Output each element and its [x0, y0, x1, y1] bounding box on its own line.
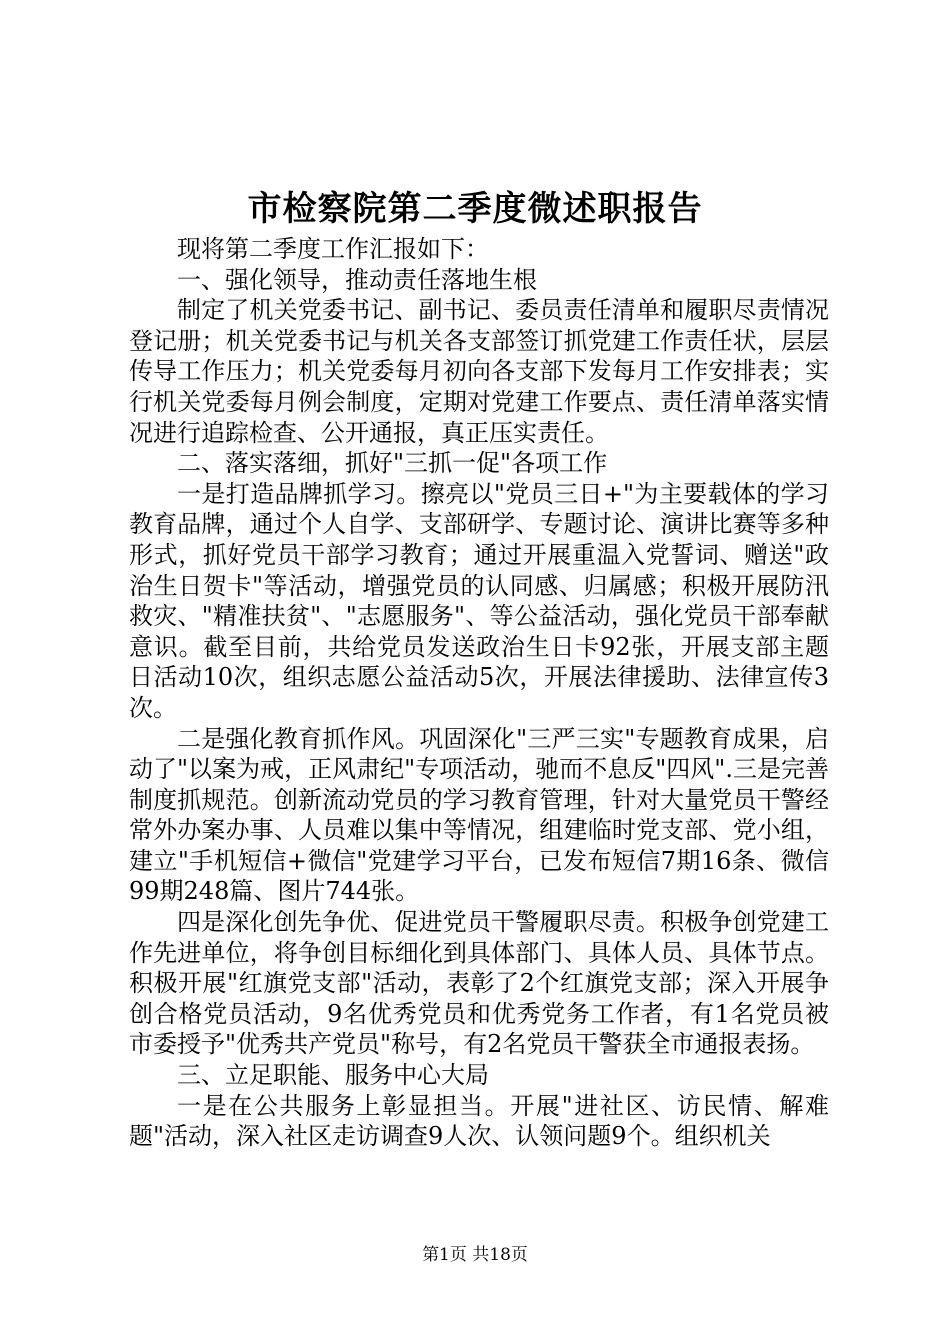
page-number-total: 共18页 [472, 1245, 528, 1265]
document-body [129, 234, 829, 1152]
paragraph-brand-study: 一是打造品牌抓学习。擦亮以"党员三日+"为主要载体的学习教育品牌，通过个人自学、支部研学、专题讨论、演讲比赛等多种形式，抓好党员干部学习教育；通过开展重温入党誓词、赠送"政治生日贺卡"等活动，增强党员的认同感、归属感；积极开展防汛救灾、"精准扶贫"、"志愿服务"、等公益活动，强化党员干部奉献意识。截至目前，共给党员发送政治生日卡92张，开展支部主题日活动10次，组织志愿公益活动5次，开展法律援助、法律宣传3次。 [129, 479, 829, 722]
page-footer [0, 1243, 950, 1267]
paragraph-education-style: 二是强化教育抓作风。巩固深化"三严三实"专题教育成果，启动了"以案为戒，正风肃纪"专项活动，驰而不息反"四风".三是完善制度抓规范。创新流动党员的学习教育管理，针对大量党员干警经常外办案办事、人员难以集中等情况，组建临时党支部、党小组，建立"手机短信+微信"党建学习平台，已发布短信7期16条、微信99期248篇、图片744张。 [129, 724, 829, 906]
paragraph-excellence: 四是深化创先争优、促进党员干警履职尽责。积极争创党建工作先进单位，将争创目标细化到具体部门、具体人员、具体节点。积极开展"红旗党支部"活动，表彰了2个红旗党支部；深入开展争创合格党员活动，9名优秀党员和优秀党务工作者，有1名党员被市委授予"优秀共产党员"称号，有2名党员干警获全市通报表扬。 [129, 908, 829, 1059]
section-heading-1: 一、强化领导，推动责任落地生根 [177, 265, 537, 294]
paragraph-responsibility: 制定了机关党委书记、副书记、委员责任清单和履职尽责情况登记册；机关党委书记与机关各支部签订抓党建工作责任状，层层传导工作压力；机关党委每月初向各支部下发每月工作安排表；实行机关党委每月例会制度，定期对党建工作要点、责任清单落实情况进行追踪检查、公开通报，真正压实责任。 [129, 296, 829, 447]
section-heading-3: 三、立足职能、服务中心大局 [177, 1061, 489, 1090]
paragraph-public-service: 一是在公共服务上彰显担当。开展"进社区、访民情、解难题"活动，深入社区走访调查9人次、认领问题9个。组织机关 [129, 1091, 829, 1151]
section-heading-2: 二、落实落细，抓好"三抓一促"各项工作 [177, 449, 608, 478]
paragraph-intro: 现将第二季度工作汇报如下： [177, 235, 489, 263]
document-title: 市检察院第二季度微述职报告 [247, 189, 703, 229]
page-number-current: 第1页 [422, 1245, 467, 1265]
